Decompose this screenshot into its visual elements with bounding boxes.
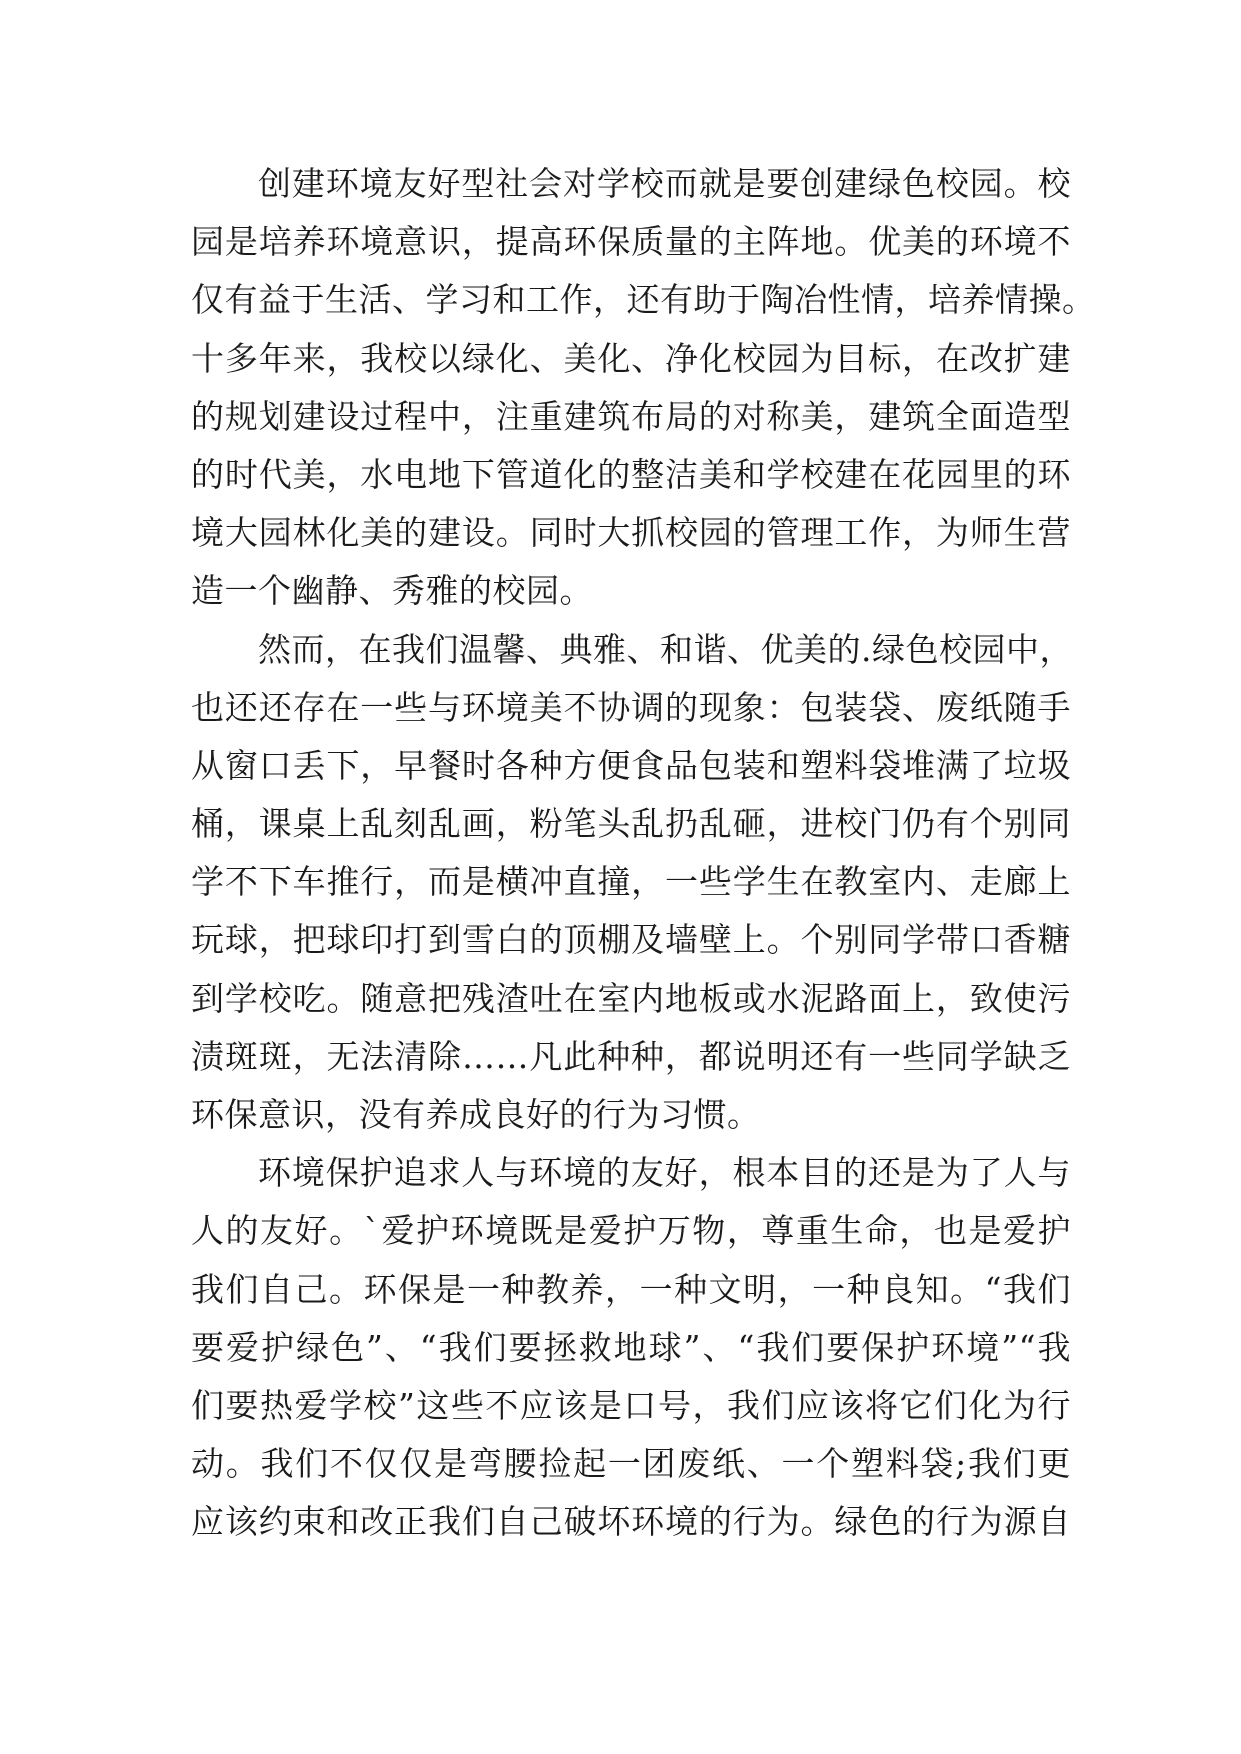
text-line: 要爱护绿色”、“我们要拯救地球”、“我们要保护环境”“我 bbox=[191, 1327, 1071, 1367]
paragraph-2 bbox=[191, 621, 1071, 1145]
text-line: 应该约束和改正我们自己破坏环境的行为。绿色的行为源自 bbox=[191, 1502, 1071, 1542]
text-line: 环境保护追求人与环境的友好，根本目的还是为了人与 bbox=[258, 1153, 1071, 1193]
paragraph-3 bbox=[191, 1144, 1071, 1551]
text-line: 玩球，把球印打到雪白的顶棚及墙壁上。个别同学带口香糖 bbox=[191, 920, 1071, 960]
text-line: 人的友好。`爱护环境既是爱护万物，尊重生命，也是爱护 bbox=[191, 1211, 1071, 1251]
text-line: 渍斑斑，无法清除……凡此种种，都说明还有一些同学缺乏 bbox=[191, 1036, 1071, 1076]
text-line: 创建环境友好型社会对学校而就是要创建绿色校园。校 bbox=[258, 164, 1071, 203]
paragraph-1 bbox=[191, 155, 1096, 621]
text-line: 的规划建设过程中，注重建筑布局的对称美，建筑全面造型 bbox=[191, 396, 1071, 436]
text-line: 们要热爱学校”这些不应该是口号，我们应该将它们化为行 bbox=[191, 1385, 1071, 1425]
text-line: 境大园林化美的建设。同时大抓校园的管理工作，为师生营 bbox=[191, 513, 1071, 553]
text-line: 桶，课桌上乱刻乱画，粉笔头乱扔乱砸，进校门仍有个别同 bbox=[191, 804, 1071, 844]
text-line: 造一个幽静、秀雅的校园。 bbox=[191, 571, 593, 611]
text-line: 环保意识，没有养成良好的行为习惯。 bbox=[191, 1095, 761, 1134]
text-line: 学不下车推行，而是横冲直撞，一些学生在教室内、走廊上 bbox=[191, 862, 1071, 902]
text-line: 仅有益于生活、学习和工作，还有助于陶冶性情，培养情操。 bbox=[191, 280, 1096, 320]
text-line: 园是培养环境意识，提高环保质量的主阵地。优美的环境不 bbox=[191, 222, 1071, 262]
text-line: 然而，在我们温馨、典雅、和谐、优美的.绿色校园中， bbox=[258, 629, 1073, 669]
text-line: 的时代美，水电地下管道化的整洁美和学校建在花园里的环 bbox=[191, 454, 1071, 494]
text-line: 动。我们不仅仅是弯腰捡起一团废纸、一个塑料袋;我们更 bbox=[191, 1444, 1071, 1484]
text-line: 从窗口丢下，早餐时各种方便食品包装和塑料袋堆满了垃圾 bbox=[191, 745, 1071, 785]
document-body bbox=[191, 155, 1096, 1552]
text-line: 我们自己。环保是一种教养，一种文明，一种良知。“我们 bbox=[191, 1269, 1071, 1309]
text-line: 到学校吃。随意把残渣吐在室内地板或水泥路面上，致使污 bbox=[191, 978, 1071, 1018]
text-line: 也还还存在一些与环境美不协调的现象：包装袋、废纸随手 bbox=[191, 687, 1071, 727]
text-line: 十多年来，我校以绿化、美化、净化校园为目标，在改扩建 bbox=[191, 338, 1071, 378]
